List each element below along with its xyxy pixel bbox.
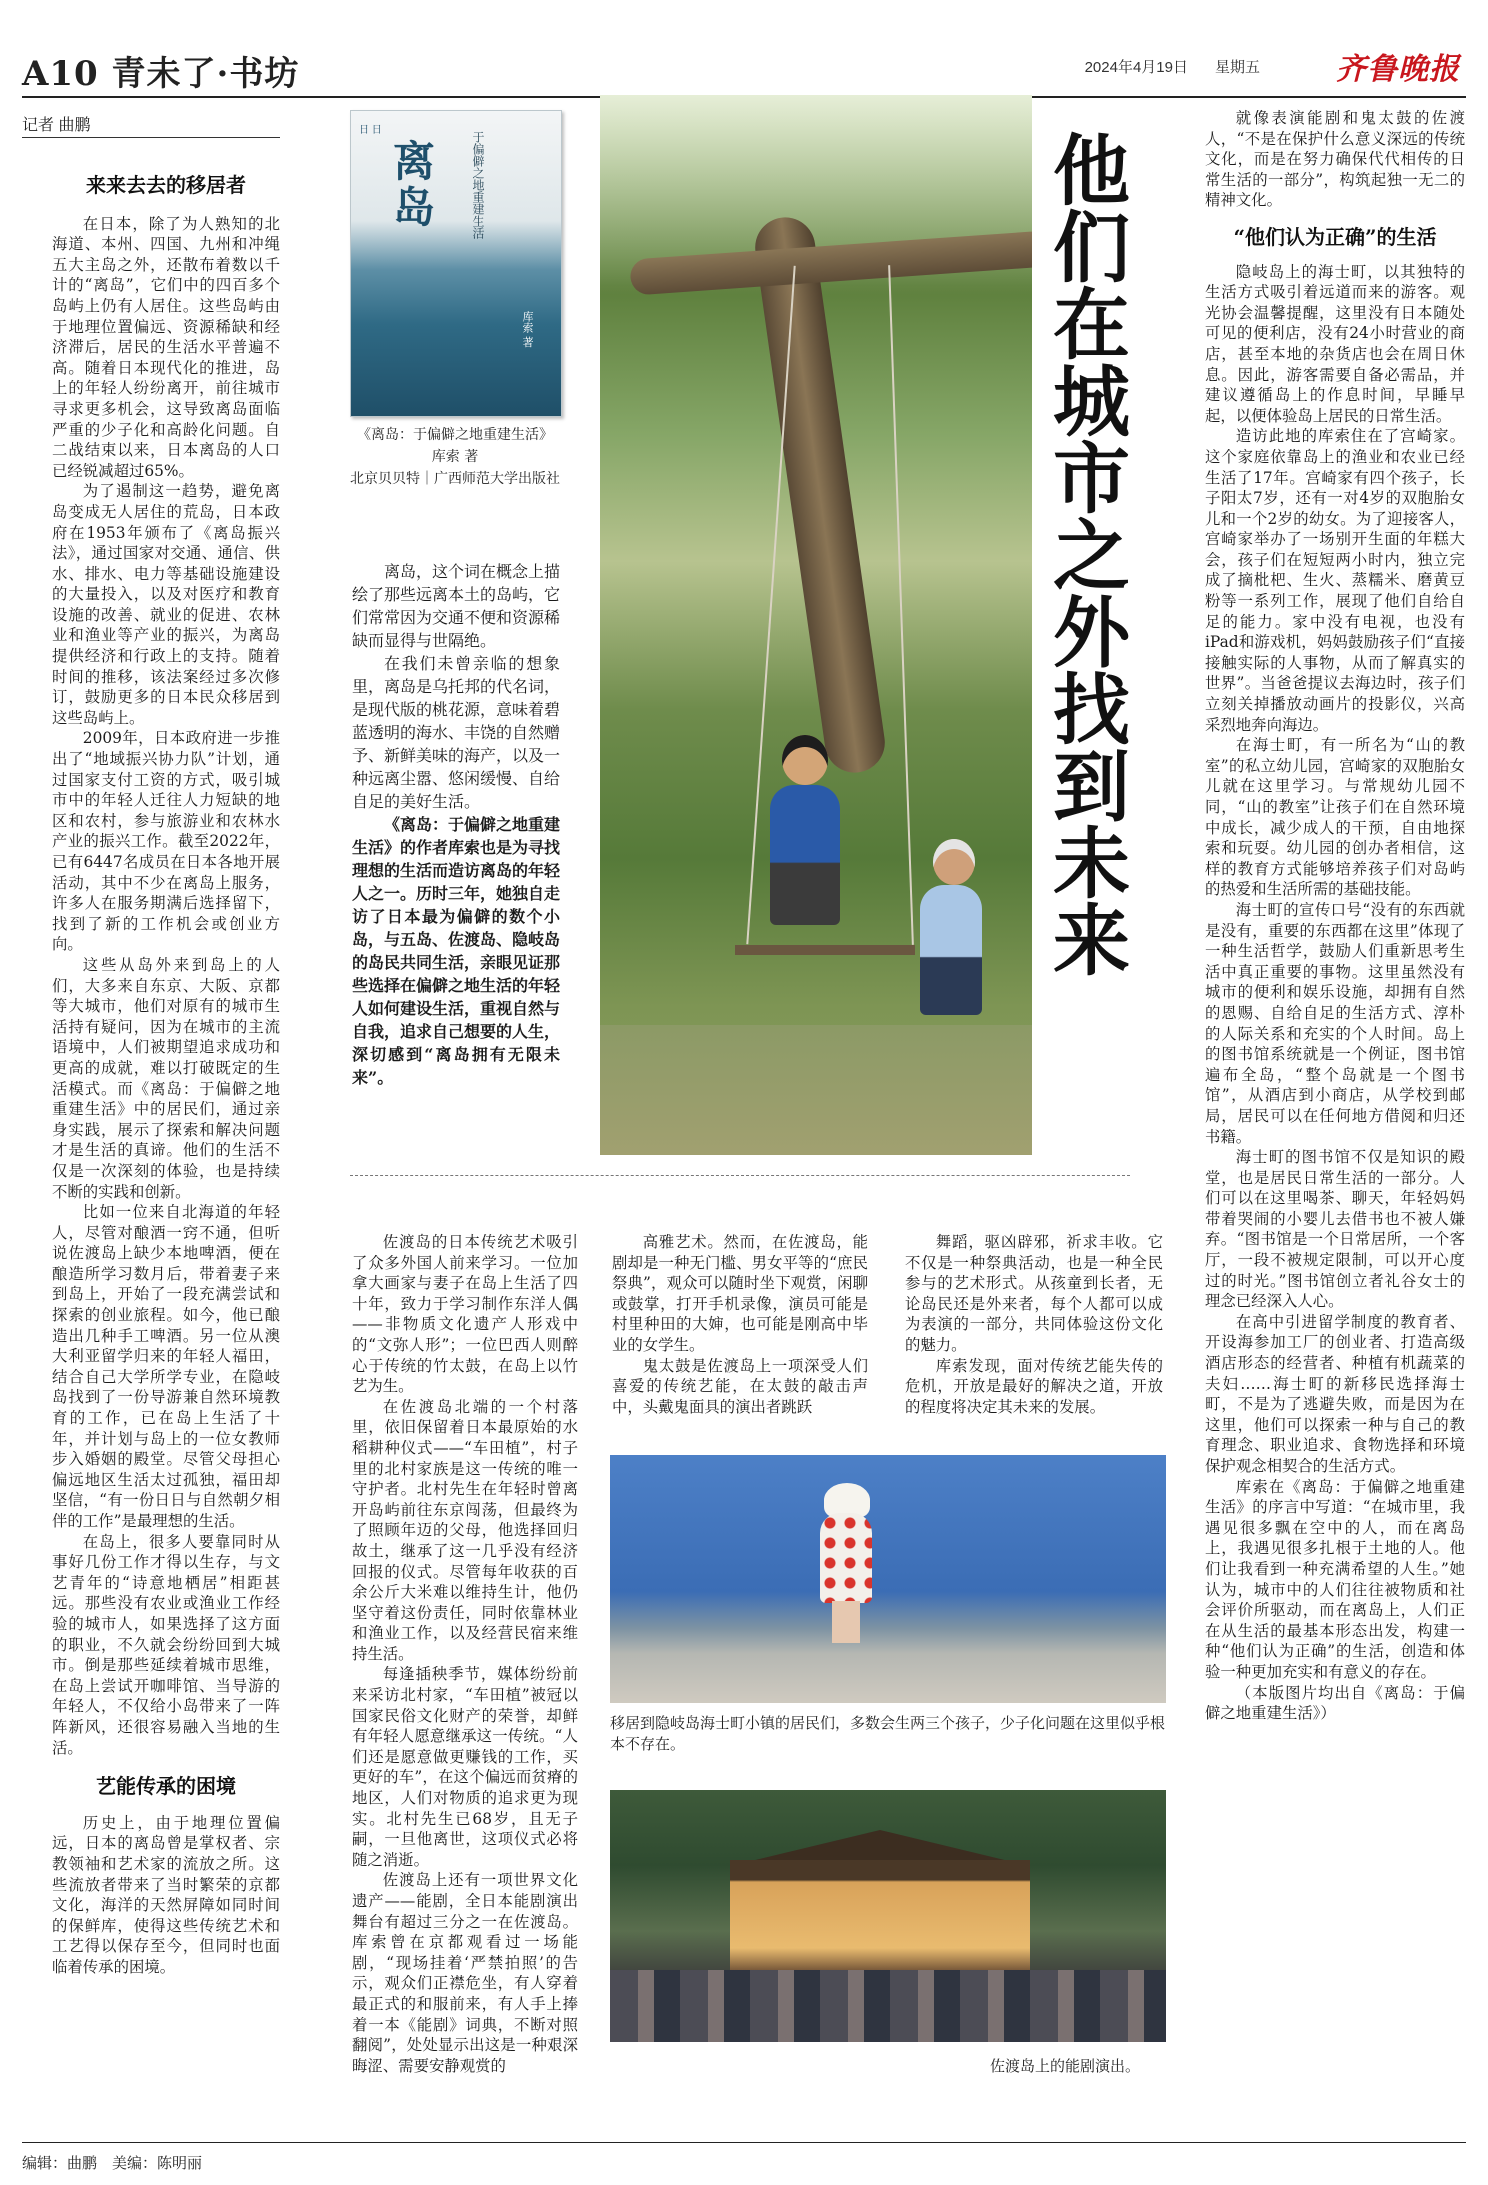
adult-figure-head — [933, 839, 975, 885]
article-paragraph: 佐渡岛上还有一项世界文化遗产——能剧，全日本能剧演出舞台有超过三分之一在佐渡岛。库索曾在京都观看过一场能剧，“现场挂着‘严禁拍照’的告示，观众们正襟危坐，有人穿着最正式的和服前来，有人手上捧着一本《能剧》词典，不断对照翻阅”，处处显示出这是一种艰深晦涩、需要安静观赏的 — [352, 1871, 578, 2075]
reporter-byline: 记者 曲鹏 — [22, 117, 91, 134]
noh-performance-photo — [610, 1790, 1166, 2042]
article-paragraph: 海士町的宣传口号“没有的东西就是没有，重要的东西都在这里”体现了一种生活哲学，鼓励人们重新思考生活中真正重要的事物。这里虽然没有城市的便利和娱乐设施，却拥有自然的恩赐、自给自足的生活方式、淳朴的人际关系和充实的个人时间。岛上的图书馆系统就是一个例证，图书馆遍布全岛，“整个岛就是一个图书馆”，从酒店到小商店，从学校到邮局，居民可以在任何地方借阅和归还书籍。 — [1205, 900, 1465, 1146]
page-section-title: A10 青未了·书坊 — [22, 54, 300, 94]
column-4 — [905, 1232, 1163, 1417]
child-figure — [770, 785, 840, 925]
article-paragraph: 就像表演能剧和鬼太鼓的佐渡人，“不是在保护什么意义深远的传统文化，而是在努力确保代代相传的日常生活的一部分”，构筑起独一无二的精神文化。 — [1205, 109, 1465, 210]
section-divider — [350, 1175, 1130, 1176]
book-cover-title: 离岛 — [387, 139, 436, 231]
article-paragraph: 高雅艺术。然而，在佐渡岛，能剧却是一种无门槛、男女平等的“庶民祭典”，观众可以随时坐下观赏，闲聊或鼓掌，打开手机录像，演员可能是村里种田的大婶，也可能是刚高中毕业的女学生。 — [612, 1233, 868, 1354]
article-paragraph: 舞蹈，驱凶辟邪，祈求丰收。它不仅是一种祭典活动，也是一种全民参与的艺术形式。从孩童到长者，无论岛民还是外来者，每个人都可以成为表演的一部分，共同体验这份文化的魅力。 — [905, 1233, 1163, 1354]
article-paragraph: 这些从岛外来到岛上的人们，大多来自东京、大阪、京都等大城市，他们对原有的城市生活持有疑问，因为在城市的主流语境中，人们被期望追求成功和更高的成就，难以打破既定的生活模式。而《离岛：于偏僻之地重建生活》中的居民们，通过亲身实践，展示了探索和解决问题才是生活的真谛。他们的生活不仅是一次深刻的体验，也是持续不断的实践和创新。 — [52, 955, 280, 1201]
article-paragraph: 为了遏制这一趋势，避免离岛变成无人居住的荒岛，日本政府在1953年颁布了《离岛振兴法》，通过国家对交通、通信、供水、排水、电力等基础设施建设的大量投入，以及对医疗和教育设施的改善、就业的促进、农林业和渔业等产业的振兴，为离岛提供经济和行政上的支持。随着时间的推移，该法案经过多次修订，鼓励更多的日本民众移居到这些岛屿上。 — [52, 482, 280, 727]
article-paragraph: 2009年，日本政府进一步推出了“地域振兴协力队”计划，通过国家支付工资的方式，吸引城市中的年轻人迁往人力短缺的地区和农村，参与旅游业和农林水产业的振兴工作。截至2022年，已有6447名成员在日本各地开展活动，其中不少在离岛上服务，许多人在服务期满后选择留下，找到了新的工作机会或创业方向。 — [52, 729, 280, 954]
article-paragraph: 在岛上，很多人要靠同时从事好几份工作才得以生存，与文艺青年的“诗意地栖居”相距甚远。那些没有农业或渔业工作经验的城市人，如果选择了这方面的职业，不久就会纷纷回到大城市。倒是那些延续着城市思维，在岛上尝试开咖啡馆、当导游的年轻人，不仅给小岛带来了一阵阵新风，还很容易融入当地的生活。 — [52, 1532, 280, 1757]
section-title-migrants: 来来去去的移居者 — [86, 173, 246, 197]
article-paragraph: 库索发现，面对传统艺能失传的危机，开放是最好的解决之道，开放的程度将决定其未来的发展。 — [905, 1356, 1163, 1416]
column-5 — [1205, 108, 1465, 1724]
article-paragraph: 隐岐岛上的海士町，以其独特的生活方式吸引着远道而来的游客。观光协会温馨提醒，这里没有日本随处可见的便利店，没有24小时营业的商店，甚至本地的杂货店也会在周日休息。因此，游客需要自备必需品，并建议遵循岛上的作息时间，早睡早起，以便体验岛上居民的日常生活。 — [1205, 262, 1465, 425]
column-2 — [352, 1232, 578, 2076]
photo-caption: 移居到隐岐岛海士町小镇的居民们，多数会生两三个孩子，少子化问题在这里似乎根本不存在。 — [610, 1715, 1166, 1753]
article-paragraph: 在佐渡岛北端的一个村落里，依旧保留着日本最原始的水稻耕种仪式——“车田植”，村子里的北村家族是这一传统的唯一守护者。北村先生在年轻时曾离开岛屿前往东京闯荡，但最终为了照顾年迈的父母，他选择回归故土，继承了这一几乎没有经济回报的仪式。尽管每年收获的百余公斤大米难以维持生计，他仍坚守着这份责任，同时依靠林业和渔业工作，以及经营民宿来维持生活。 — [352, 1397, 578, 1663]
section-title-heritage: 艺能传承的困境 — [96, 1774, 236, 1799]
newspaper-logo: 齐鲁晚报 — [1336, 52, 1460, 87]
intro-paragraph: 在我们未曾亲临的想象里，离岛是乌托邦的代名词，是现代版的桃花源，意味着碧蓝透明的海水、丰饶的自然赠予、新鲜美味的海产，以及一种远离尘嚣、悠闲缓慢、自给自足的美好生活。 — [352, 654, 561, 811]
article-paragraph: 比如一位来自北海道的年轻人，尽管对酿酒一窍不通，但听说佐渡岛上缺少本地啤酒，便在酿造所学习数月后，带着妻子来到岛上，开始了一段充满尝试和探索的创业旅程。如今，他已酿造出几种手工啤酒。另一位从澳大利亚留学归来的年轻人福田，结合自己大学所学专业，在隐岐岛找到了一份导游兼自然环境教育的工作，已在岛上生活了十年，并计划与岛上的一位女教师步入婚姻的殿堂。尽管父母担心偏远地区生活太过孤独，福田却坚信，“有一份日日与自然朝夕相伴的工作”是最理想的生活。 — [52, 1203, 280, 1530]
photo-caption: 佐渡岛上的能剧演出。 — [990, 2058, 1141, 2075]
article-paragraph: 在日本，除了为人熟知的北海道、本州、四国、九州和冲绳五大主岛之外，还散布着数以千计的“离岛”，它们中的四百多个岛屿上仍有人居住。这些岛屿由于地理位置偏远、资源稀缺和经济滞后，居民的生活水平普遍不高。随着日本现代化的推进，岛上的年轻人纷纷离开，前往城市寻求更多机会，这导致离岛面临严重的少子化和高龄化问题。自二战结束以来，日本离岛的人口已经锐减超过65%。 — [52, 214, 280, 480]
image-credit: （本版图片均出自《离岛：于偏僻之地重建生活》） — [1205, 1683, 1465, 1723]
article-paragraph: 海士町的图书馆不仅是知识的殿堂，也是居民日常生活的一部分。人们可以在这里喝茶、聊天，年轻妈妈带着哭闹的小婴儿去借书也不被人嫌弃。“图书馆是一个日常居所，一个客厅，一段不被规定限制，可以开心度过的时光。”图书馆创立者礼谷女士的理念已经深入人心。 — [1205, 1148, 1465, 1311]
article-paragraph: 在高中引进留学制度的教育者、开设海参加工厂的创业者、打造高级酒店形态的经营者、种植有机蔬菜的夫妇……海士町的新移民选择海士町，不是为了逃避失败，而是因为在这里，他们可以探索一种与自己的教育理念、职业追求、食物选择和环境保护观念相契合的生活方式。 — [1205, 1312, 1465, 1475]
girl-figure — [820, 1513, 872, 1603]
swing-photo — [600, 95, 1032, 1155]
book-caption-publisher: 北京贝贝特｜广西师范大学出版社 — [350, 471, 560, 487]
seaside-girl-photo — [610, 1455, 1166, 1703]
headline: 他们在城市之外找到未来 — [1040, 130, 1130, 977]
book-cover-subtitle: 于偏僻之地重建生活 — [471, 131, 485, 239]
article-paragraph: 历史上，由于地理位置偏远，日本的离岛曾是掌权者、宗教领袖和艺术家的流放之所。这些流放者带来了当时繁荣的京都文化，海洋的天然屏障如同时间的保鲜库，使得这些传统艺术和工艺得以保存至今，但同时也面临着传承的困境。 — [52, 1813, 280, 1976]
column-3 — [612, 1232, 868, 1417]
article-paragraph: 佐渡岛的日本传统艺术吸引了众多外国人前来学习。一位加拿大画家与妻子在岛上生活了四十年，致力于学习制作东洋人偶——非物质文化遗产人形戏中的“文弥人形”；一位巴西人则醉心于传统的竹太鼓，在岛上以竹艺为生。 — [352, 1233, 578, 1396]
book-cover-author: 库索 著 — [521, 311, 534, 348]
footer-rule — [22, 2142, 1466, 2143]
issue-date: 2024年4月19日 — [1084, 59, 1188, 76]
editor-credit: 编辑：曲鹏 美编：陈明丽 — [22, 2155, 203, 2172]
article-intro — [352, 560, 560, 1089]
noh-stage — [730, 1860, 1030, 1970]
column-1 — [52, 175, 280, 1977]
byline-rule — [22, 137, 280, 138]
section-title-right-life: “他们认为正确”的生活 — [1233, 224, 1437, 249]
issue-weekday: 星期五 — [1214, 59, 1260, 76]
book-cover-mark: 日 日 — [359, 125, 382, 136]
book-caption-author: 库索 著 — [431, 449, 479, 465]
book-cover-image — [350, 110, 562, 417]
intro-paragraph: 离岛，这个词在概念上描绘了那些远离本土的岛屿，它们常常因为交通不便和资源稀缺而显得与世隔绝。 — [352, 562, 561, 650]
book-caption-title: 《离岛：于偏僻之地重建生活》 — [357, 427, 553, 443]
article-paragraph: 鬼太鼓是佐渡岛上一项深受人们喜爱的传统艺能，在太鼓的敲击声中，头戴鬼面具的演出者跳跃 — [612, 1356, 868, 1416]
article-paragraph: 每逢插秧季节，媒体纷纷前来采访北村家，“车田植”被冠以国家民俗文化财产的荣誉，却鲜有年轻人愿意继承这一传统。“人们还是愿意做更赚钱的工作，买更好的车”，在这个偏远而贫瘠的地区，人们对物质的追求更为现实。北村先生已68岁，且无子嗣，一旦他离世，这项仪式必将随之消逝。 — [352, 1665, 578, 1869]
adult-figure — [920, 885, 982, 1015]
article-paragraph: 在海士町，有一所名为“山的教室”的私立幼儿园，宫崎家的双胞胎女儿就在这里学习。与常规幼儿园不同，“山的教室”让孩子们在自然环境中成长，减少成人的干预，自由地探索和玩耍。幼儿园的创办者相信，这样的教育方式能够培养孩子们对岛屿的热爱和生活所需的基础技能。 — [1205, 736, 1465, 899]
audience — [610, 1970, 1166, 2042]
intro-paragraph: 《离岛：于偏僻之地重建生活》的作者库索也是为寻找理想的生活而造访离岛的年轻人之一。历时三年，她独自走访了日本最为偏僻的数个小岛，与五岛、佐渡岛、隐岐岛的岛民共同生活，亲眼见证那些选择在偏僻之地生活的年轻人如何建设生活，重视自然与自我，追求自己想要的人生，深切感到“离岛拥有无限未来”。 — [352, 815, 561, 1087]
child-figure-head — [782, 735, 828, 785]
article-paragraph: 造访此地的库索住在了宫崎家。这个家庭依靠岛上的渔业和农业已经生活了17年。宫崎家有四个孩子，长子阳太7岁，还有一对4岁的双胞胎女儿和一个2岁的幼女。为了迎接客人，宫崎家举办了一场别开生面的年糕大会，孩子们在短短两小时内，独立完成了摘枇杷、生火、蒸糯米、磨黄豆粉等一系列工作，展现了他们自给自足的能力。家中没有电视，也没有iPad和游戏机，妈妈鼓励孩子们“直接接触实际的人事物，从而了解真实的世界”。当爸爸提议去海边时，孩子们立刻关掉播放动画片的投影仪，兴高采烈地奔向海边。 — [1205, 427, 1465, 734]
article-paragraph: 库索在《离岛：于偏僻之地重建生活》的序言中写道：“在城市里，我遇见很多飘在空中的人，而在离岛上，我遇见很多扎根于土地的人。他们让我看到一种充满希望的人生。”她认为，城市中的人们往往被物质和社会评价所驱动，而在离岛上，人们正在从生活的最基本形态出发，构建一种“他们认为正确”的生活，创造和体验一种更加充实和有意义的存在。 — [1205, 1477, 1465, 1681]
